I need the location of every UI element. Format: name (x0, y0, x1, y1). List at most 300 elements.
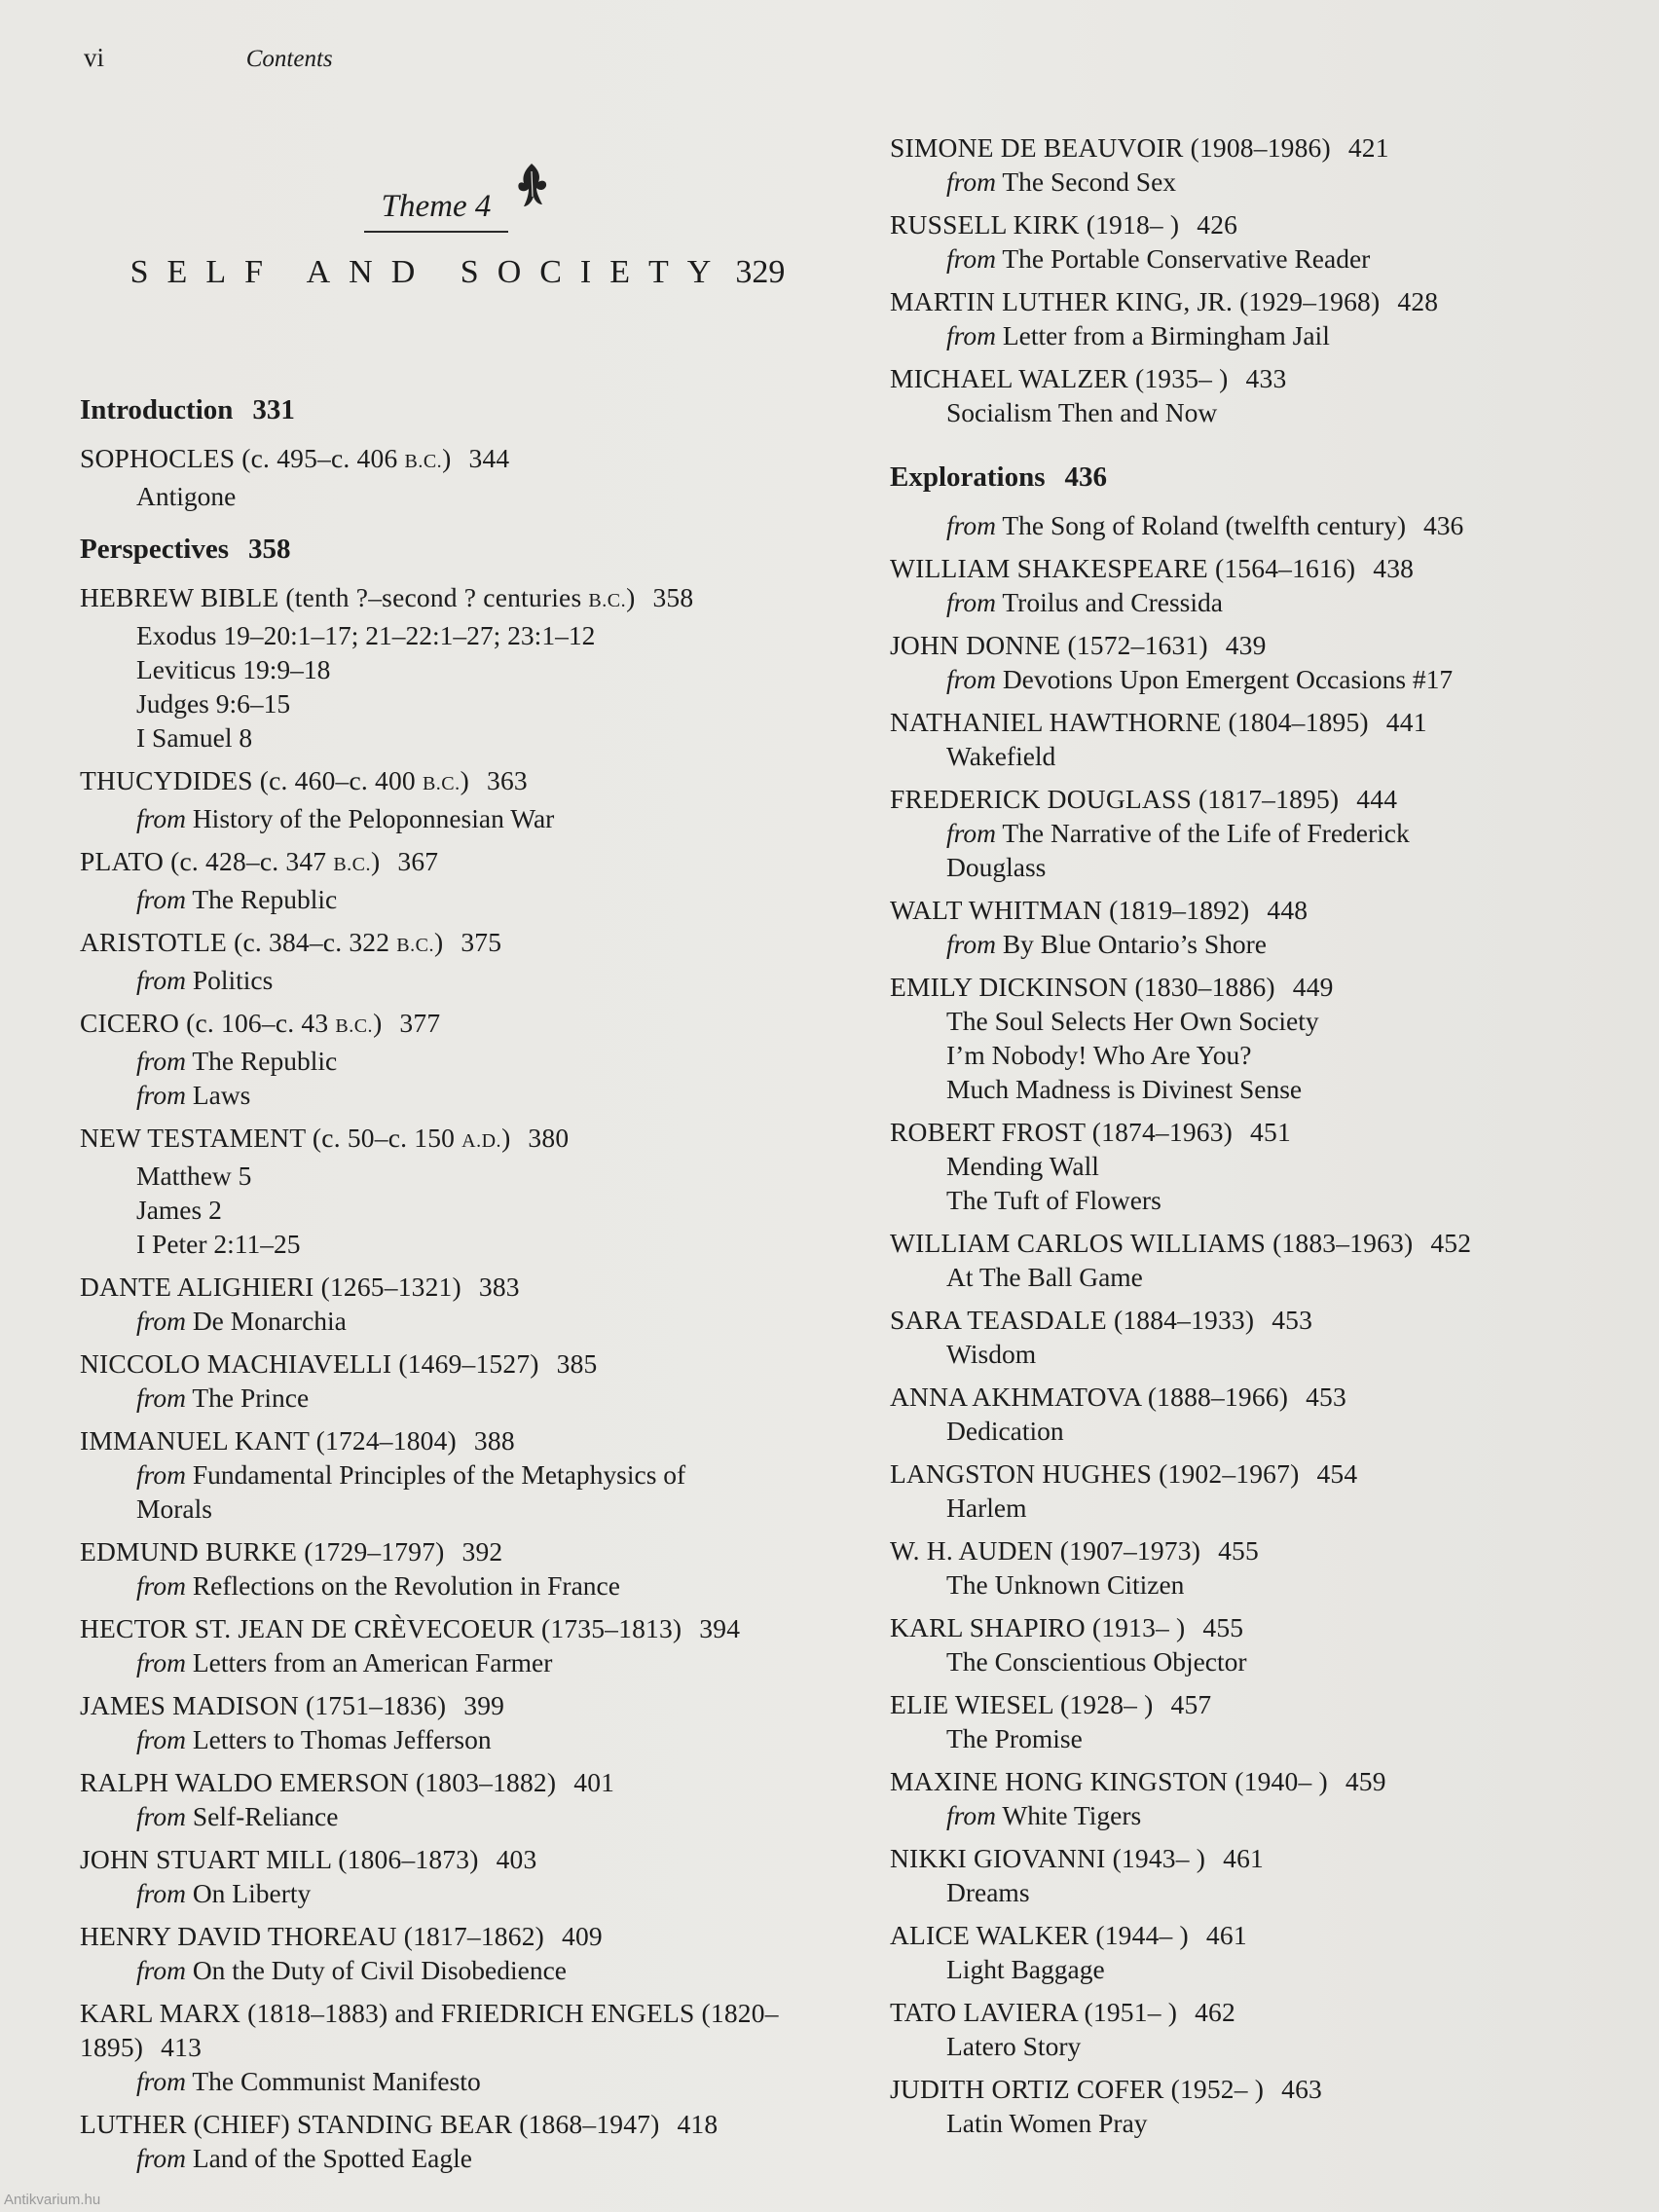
author-name: RALPH WALDO EMERSON (1803–1882) (80, 1767, 557, 1797)
entry-author (890, 1764, 1640, 1798)
entry-page-number: 438 (1373, 553, 1415, 583)
author-name: JOHN STUART MILL (1806–1873) (80, 1844, 479, 1874)
work-title-line (80, 618, 849, 652)
work-title-line (890, 165, 1640, 199)
entry-page-number: 344 (468, 443, 510, 473)
toc-entry (890, 1533, 1640, 1602)
work-title: Letters to Thomas Jefferson (192, 1724, 492, 1754)
entry-page-number: 441 (1385, 707, 1427, 737)
toc-entry (80, 441, 849, 513)
entry-page-number: 448 (1267, 895, 1309, 925)
work-title: Mending Wall (946, 1151, 1099, 1181)
work-title: The Republic (192, 884, 338, 914)
entry-author (890, 893, 1640, 927)
entry-author (80, 1919, 849, 1953)
entry-page-number: 462 (1195, 1997, 1235, 2027)
work-title-line (80, 686, 849, 720)
work-title-line (890, 1183, 1640, 1217)
entry-page-number: 363 (487, 765, 528, 795)
work-title: Letters from an American Farmer (192, 1647, 553, 1677)
author-name: PLATO (c. 428–c. 347 B.C.) (80, 846, 381, 876)
entry-author (80, 844, 849, 882)
work-title-line (890, 1721, 1640, 1755)
work-title-line (890, 2029, 1640, 2063)
entry-author (890, 1841, 1640, 1875)
toc-entry (890, 705, 1640, 773)
work-title: Exodus 19–20:1–17; 21–22:1–27; 23:1–12 (136, 620, 596, 650)
section-title: Perspectives (80, 534, 229, 565)
work-title-line (890, 395, 1640, 429)
work-title: Devotions Upon Emergent Occasions #17 (1002, 664, 1454, 694)
entry-author (890, 1918, 1640, 1952)
from-label: from (136, 1080, 186, 1110)
entry-page-number: 421 (1347, 132, 1389, 163)
author-name: ANNA AKHMATOVA (1888–1966) (890, 1382, 1289, 1412)
author-name: WALT WHITMAN (1819–1892) (890, 895, 1250, 925)
work-title: Douglass (946, 852, 1047, 882)
entry-page-number: 459 (1345, 1766, 1386, 1796)
work-title: The Portable Conservative Reader (1002, 243, 1371, 274)
toc-entry (890, 207, 1640, 276)
author-name: NATHANIEL HAWTHORNE (1804–1895) (890, 707, 1369, 737)
author-name: W. H. AUDEN (1907–1973) (890, 1535, 1201, 1566)
entry-author (890, 1995, 1640, 2029)
work-title: Laws (192, 1080, 251, 1110)
author-name: KARL MARX (1818–1883) and FRIEDRICH ENGELS (1820–1895) (80, 1998, 779, 2062)
work-title-line (890, 1644, 1640, 1678)
entry-page-number: 413 (161, 2032, 203, 2062)
entry-page-number: 449 (1292, 972, 1334, 1002)
entry-page-number: 394 (699, 1613, 741, 1643)
entry-page-number: 392 (461, 1536, 503, 1567)
work-title: Dreams (946, 1877, 1030, 1907)
author-name: SIMONE DE BEAUVOIR (1908–1986) (890, 132, 1331, 163)
work-title-line (80, 1492, 849, 1526)
section-lead-entry (890, 508, 1640, 542)
entry-page-number: 439 (1225, 630, 1267, 660)
entry-page-number: 457 (1170, 1689, 1212, 1719)
work-title: White Tigers (1002, 1800, 1142, 1830)
entry-page-number: 453 (1306, 1382, 1346, 1412)
work-title: Fundamental Principles of the Metaphysics of (192, 1459, 686, 1490)
work-title: Morals (136, 1493, 212, 1524)
author-name: KARL SHAPIRO (1913– ) (890, 1612, 1186, 1642)
entry-page-number: 409 (562, 1921, 603, 1951)
work-title: On Liberty (192, 1878, 312, 1908)
entry-page-number: 455 (1218, 1535, 1259, 1566)
author-name: ALICE WALKER (1944– ) (890, 1920, 1189, 1950)
entry-author (890, 1380, 1640, 1414)
toc-entry (80, 580, 849, 755)
toc-entry (80, 925, 849, 997)
entry-page-number: 455 (1202, 1612, 1244, 1642)
entry-page-number: 426 (1197, 209, 1238, 240)
work-title-line (80, 1953, 849, 1987)
entry-page-number: 453 (1272, 1305, 1313, 1335)
work-title: On the Duty of Civil Disobedience (192, 1955, 567, 1985)
from-label: from (136, 1955, 186, 1985)
running-title: Contents (245, 46, 333, 72)
work-title-line (890, 1952, 1640, 1986)
work-title: Latero Story (946, 2031, 1082, 2061)
entry-page-number: 403 (496, 1844, 537, 1874)
toc-entry (80, 1270, 849, 1338)
author-name: WILLIAM SHAKESPEARE (1564–1616) (890, 553, 1356, 583)
work-title-line (890, 1414, 1640, 1448)
work-title-line (80, 1722, 849, 1756)
from-label: from (136, 1570, 186, 1601)
entry-author (80, 1842, 849, 1876)
author-name: NICCOLO MACHIAVELLI (1469–1527) (80, 1348, 539, 1379)
author-name: HECTOR ST. JEAN DE CRÈVECOEUR (1735–1813) (80, 1613, 682, 1643)
from-label: from (136, 1878, 186, 1908)
from-label: from (136, 2066, 186, 2096)
work-title-line (890, 1149, 1640, 1183)
toc-entry (890, 1918, 1640, 1986)
toc-entry (890, 1303, 1640, 1371)
entry-author (890, 1533, 1640, 1567)
work-title-line (80, 720, 849, 755)
left-column (80, 387, 849, 2184)
author-name: HEBREW BIBLE (tenth ?–second ? centuries B.C.) (80, 582, 636, 612)
entry-author (890, 782, 1640, 816)
work-title-line (80, 1799, 849, 1833)
toc-entry (890, 284, 1640, 352)
toc-entry (890, 130, 1640, 199)
work-title: I Peter 2:11–25 (136, 1229, 301, 1259)
toc-entry (80, 1534, 849, 1603)
work-title-line (890, 585, 1640, 619)
work-title: Antigone (136, 481, 237, 511)
toc-entry (80, 1996, 849, 2098)
from-label: from (136, 1724, 186, 1754)
entry-author (80, 1534, 849, 1568)
toc-entry (80, 1611, 849, 1679)
work-title-line (80, 1645, 849, 1679)
from-label: from (136, 1647, 186, 1677)
toc-entry (890, 970, 1640, 1106)
work-title-line (890, 318, 1640, 352)
from-label: from (946, 243, 996, 274)
work-title-line (80, 882, 849, 916)
entry-author (890, 551, 1640, 585)
from-label: from (136, 965, 186, 995)
work-title-line (80, 2064, 849, 2098)
work-title: The Second Sex (1002, 166, 1177, 197)
work-title-line (890, 1491, 1640, 1525)
toc-entry (890, 628, 1640, 696)
entry-page-number: 461 (1223, 1843, 1264, 1873)
work-title: Leviticus 19:9–18 (136, 654, 331, 684)
author-name: ARISTOTLE (c. 384–c. 322 B.C.) (80, 927, 444, 957)
entry-author (890, 1226, 1640, 1260)
work-title: The Tuft of Flowers (946, 1185, 1161, 1215)
work-title-line (890, 816, 1640, 850)
work-title: Wakefield (946, 741, 1056, 771)
entry-author (80, 1765, 849, 1799)
author-name: JUDITH ORTIZ COFER (1952– ) (890, 2074, 1265, 2104)
toc-entry (890, 782, 1640, 884)
work-title-line (80, 1227, 849, 1261)
author-name: EMILY DICKINSON (1830–1886) (890, 972, 1275, 1002)
entry-author (890, 705, 1640, 739)
entry-author (80, 1006, 849, 1044)
work-title: Matthew 5 (136, 1161, 252, 1191)
section-heading (80, 393, 849, 427)
section-title: Introduction (80, 394, 234, 425)
work-title-line (80, 1159, 849, 1193)
entry-author (80, 1611, 849, 1645)
work-title: The Song of Roland (twelfth century) (1002, 510, 1407, 540)
work-title-line (80, 1304, 849, 1338)
from-label: from (946, 166, 996, 197)
work-title: I’m Nobody! Who Are You? (946, 1040, 1252, 1070)
from-label: from (136, 1382, 186, 1413)
from-label: from (136, 1306, 186, 1336)
section-page-number: 358 (248, 534, 291, 565)
toc-entry (80, 1842, 849, 1910)
from-label: from (946, 818, 996, 848)
author-name: NIKKI GIOVANNI (1943– ) (890, 1843, 1206, 1873)
entry-page-number: 428 (1397, 286, 1439, 316)
work-title: At The Ball Game (946, 1262, 1143, 1292)
work-title: Light Baggage (946, 1954, 1105, 1984)
entry-author (80, 1270, 849, 1304)
entry-author (890, 1303, 1640, 1337)
entry-author (890, 628, 1640, 662)
work-title-line (890, 1072, 1640, 1106)
section-heading (890, 461, 1640, 495)
work-title-line (80, 963, 849, 997)
work-title-line (80, 1876, 849, 1910)
entry-page-number: 383 (478, 1272, 520, 1302)
toc-entry (890, 1610, 1640, 1678)
work-title: Judges 9:6–15 (136, 688, 291, 719)
entry-author (80, 1688, 849, 1722)
work-title: By Blue Ontario’s Shore (1002, 929, 1267, 959)
entry-author (890, 284, 1640, 318)
entry-page-number: 444 (1356, 784, 1398, 814)
entry-page-number: 433 (1245, 363, 1287, 393)
work-title: Dedication (946, 1416, 1064, 1446)
author-name: ROBERT FROST (1874–1963) (890, 1117, 1234, 1147)
work-title-line (890, 739, 1640, 773)
author-name: JOHN DONNE (1572–1631) (890, 630, 1208, 660)
entry-author (890, 130, 1640, 165)
work-title: Politics (192, 965, 274, 995)
work-title-line (890, 1337, 1640, 1371)
work-title: Troilus and Cressida (1002, 587, 1223, 617)
toc-entry (890, 1456, 1640, 1525)
work-title: Latin Women Pray (946, 2108, 1148, 2138)
entry-page-number: 385 (556, 1348, 598, 1379)
work-title-line (80, 1457, 849, 1492)
work-title: Harlem (946, 1493, 1027, 1523)
work-title: Socialism Then and Now (946, 397, 1218, 427)
entry-page-number: 358 (652, 582, 694, 612)
from-label: from (136, 1459, 186, 1490)
toc-entry (890, 893, 1640, 961)
work-title: History of the Peloponnesian War (192, 803, 555, 833)
work-title-line (80, 2141, 849, 2175)
toc-entry (890, 1115, 1640, 1217)
toc-entry (890, 2072, 1640, 2140)
entry-author (80, 441, 849, 479)
entry-page-number: 380 (528, 1123, 570, 1153)
entry-author (80, 1346, 849, 1381)
work-title-line (890, 662, 1640, 696)
author-name: MICHAEL WALZER (1935– ) (890, 363, 1229, 393)
running-header (84, 43, 333, 73)
entry-page-number: 452 (1430, 1228, 1472, 1258)
section-page-number: 331 (252, 394, 295, 425)
work-title: The Conscientious Objector (946, 1646, 1247, 1677)
entry-author (80, 1423, 849, 1457)
work-title: Land of the Spotted Eagle (192, 2143, 472, 2173)
work-title-line (80, 1193, 849, 1227)
author-name: NEW TESTAMENT (c. 50–c. 150 A.D.) (80, 1123, 511, 1153)
entry-page-number: 388 (473, 1425, 515, 1456)
work-title: Much Madness is Divinest Sense (946, 1074, 1303, 1104)
section-page-number: 436 (1064, 461, 1108, 493)
entry-page-number: 377 (399, 1008, 441, 1038)
author-name: FREDERICK DOUGLASS (1817–1895) (890, 784, 1340, 814)
author-name: SOPHOCLES (c. 495–c. 406 B.C.) (80, 443, 452, 473)
work-title-line (80, 652, 849, 686)
from-label: from (136, 1801, 186, 1831)
section-heading (80, 533, 849, 567)
from-label: from (136, 884, 186, 914)
author-name: MAXINE HONG KINGSTON (1940– ) (890, 1766, 1328, 1796)
work-title: Self-Reliance (192, 1801, 339, 1831)
from-label: from (136, 1046, 186, 1076)
from-label: from (136, 2143, 186, 2173)
toc-entry (890, 1841, 1640, 1909)
author-name: CICERO (c. 106–c. 43 B.C.) (80, 1008, 383, 1038)
entry-author (890, 1610, 1640, 1644)
entry-page-number: 418 (677, 2109, 719, 2139)
entry-page-number: 461 (1205, 1920, 1247, 1950)
toc-entry (80, 1006, 849, 1112)
author-name: SARA TEASDALE (1884–1933) (890, 1305, 1255, 1335)
right-column (890, 130, 1640, 2149)
entry-page-number: 436 (1423, 510, 1464, 540)
toc-entry (80, 1121, 849, 1261)
author-name: EDMUND BURKE (1729–1797) (80, 1536, 445, 1567)
entry-page-number: 463 (1281, 2074, 1323, 2104)
work-title: Letter from a Birmingham Jail (1002, 320, 1330, 350)
work-title: The Unknown Citizen (946, 1569, 1185, 1600)
author-name: MARTIN LUTHER KING, JR. (1929–1968) (890, 286, 1381, 316)
toc-entry (80, 1919, 849, 1987)
entry-page-number: 375 (461, 927, 502, 957)
work-title: Reflections on the Revolution in France (192, 1570, 620, 1601)
author-name: IMMANUEL KANT (1724–1804) (80, 1425, 457, 1456)
theme-title-text: SELF AND SOCIETY (129, 254, 730, 290)
work-title-line (890, 241, 1640, 276)
leaf-ornament-icon (512, 158, 551, 216)
author-name: JAMES MADISON (1751–1836) (80, 1690, 447, 1720)
entry-author (80, 763, 849, 801)
toc-entry (80, 844, 849, 916)
toc-entry (890, 1226, 1640, 1294)
from-label: from (946, 510, 996, 540)
toc-entry (80, 1423, 849, 1526)
entry-author (890, 207, 1640, 241)
work-title: The Promise (946, 1723, 1083, 1753)
entry-author (80, 1996, 849, 2064)
toc-entry (890, 1380, 1640, 1448)
work-title-line (80, 1044, 849, 1078)
work-title: The Narrative of the Life of Frederick (1002, 818, 1410, 848)
from-label: from (946, 1800, 996, 1830)
work-title-line (890, 1567, 1640, 1602)
entry-page-number: 454 (1316, 1458, 1358, 1489)
work-title: The Prince (192, 1382, 310, 1413)
work-title-line (890, 2106, 1640, 2140)
work-title-line (890, 1875, 1640, 1909)
author-name: DANTE ALIGHIERI (1265–1321) (80, 1272, 461, 1302)
work-title: James 2 (136, 1195, 222, 1225)
work-title-line (80, 1568, 849, 1603)
section-title: Explorations (890, 461, 1046, 493)
entry-page-number: 399 (463, 1690, 505, 1720)
work-title-line (80, 479, 849, 513)
author-name: HENRY DAVID THOREAU (1817–1862) (80, 1921, 545, 1951)
entry-author (890, 2072, 1640, 2106)
theme-page: 329 (735, 254, 786, 290)
entry-page-number: 451 (1250, 1117, 1291, 1147)
work-title-line (80, 801, 849, 835)
work-title-line (80, 1078, 849, 1112)
work-title-line (890, 1798, 1640, 1832)
work-title-line (890, 1004, 1640, 1038)
from-label: from (946, 320, 996, 350)
work-title-line (80, 1381, 849, 1415)
theme-title (78, 254, 837, 291)
from-label: from (136, 803, 186, 833)
from-label: from (946, 587, 996, 617)
theme-label: Theme 4 (364, 189, 509, 233)
author-name: TATO LAVIERA (1951– ) (890, 1997, 1178, 2027)
work-title-line (890, 927, 1640, 961)
entry-author (890, 1687, 1640, 1721)
entry-author (890, 361, 1640, 395)
entry-author (890, 970, 1640, 1004)
toc-entry (890, 551, 1640, 619)
work-title-line (890, 1038, 1640, 1072)
toc-entry (80, 1765, 849, 1833)
author-name: LANGSTON HUGHES (1902–1967) (890, 1458, 1300, 1489)
toc-entry (890, 361, 1640, 429)
toc-entry (80, 763, 849, 835)
entry-author (80, 580, 849, 618)
work-title: De Monarchia (192, 1306, 347, 1336)
entry-author (80, 925, 849, 963)
entry-page-number: 401 (573, 1767, 615, 1797)
work-title: Wisdom (946, 1339, 1037, 1369)
entry-author (80, 2107, 849, 2141)
from-label: from (946, 929, 996, 959)
work-title: The Soul Selects Her Own Society (946, 1006, 1319, 1036)
author-name: THUCYDIDES (c. 460–c. 400 B.C.) (80, 765, 470, 795)
work-title-line (890, 850, 1640, 884)
entry-author (890, 1456, 1640, 1491)
entry-author (890, 1115, 1640, 1149)
work-title: I Samuel 8 (136, 722, 253, 753)
toc-entry (80, 1688, 849, 1756)
author-name: RUSSELL KIRK (1918– ) (890, 209, 1180, 240)
